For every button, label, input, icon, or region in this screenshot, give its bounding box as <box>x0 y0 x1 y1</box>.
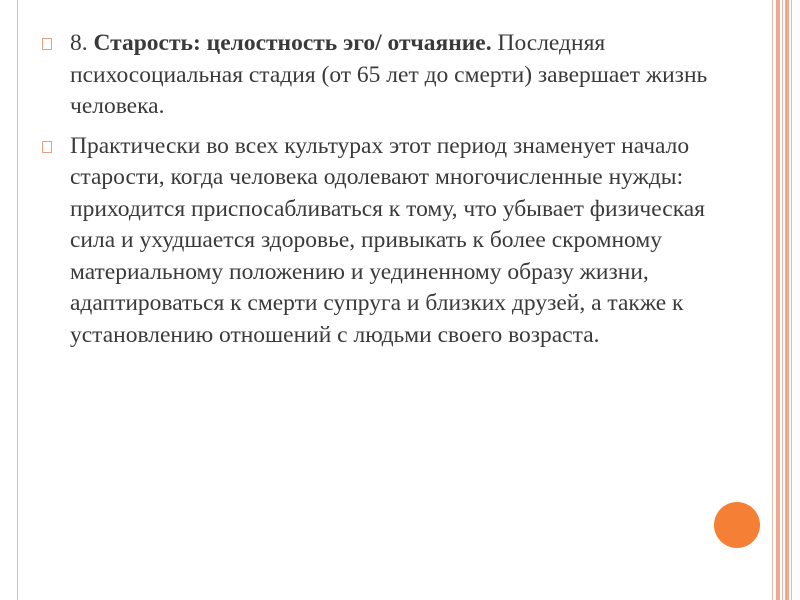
slide-body <box>40 28 730 359</box>
bullet-number: 8. <box>70 30 94 56</box>
bullet-item-1 <box>40 28 730 123</box>
bullet-heading: Старость: целостность эго/ отчаяние. <box>93 30 492 56</box>
stripe-line <box>782 0 783 600</box>
orange-circle-decoration <box>714 502 760 548</box>
stripe-line <box>791 0 792 600</box>
bullet-text: Последняя психосоциальная стадия (от 65 лет до смерти) завершает жизнь человека. <box>70 30 708 119</box>
bullet-text: Практически во всех культурах этот период знаменует начало старости, когда человека одолевают многочисленные нужды: приходится приспосабливаться к тому, что убывает физическая сила и ухудшается здоровье, привыкать к более скромному материальному положению и уединенному образу жизни, адаптироваться к смерти супруга и близких друзей, а также к установлению отношений с людьми своего возраста. <box>70 132 705 348</box>
stripe-line <box>772 0 773 600</box>
square-bullet-icon <box>42 38 52 50</box>
stripe-band <box>776 0 780 600</box>
left-border-line <box>17 0 18 600</box>
bullet-item-2 <box>40 131 730 352</box>
square-bullet-icon <box>42 141 52 153</box>
right-decorative-stripes <box>772 0 800 600</box>
stripe-band <box>785 0 789 600</box>
